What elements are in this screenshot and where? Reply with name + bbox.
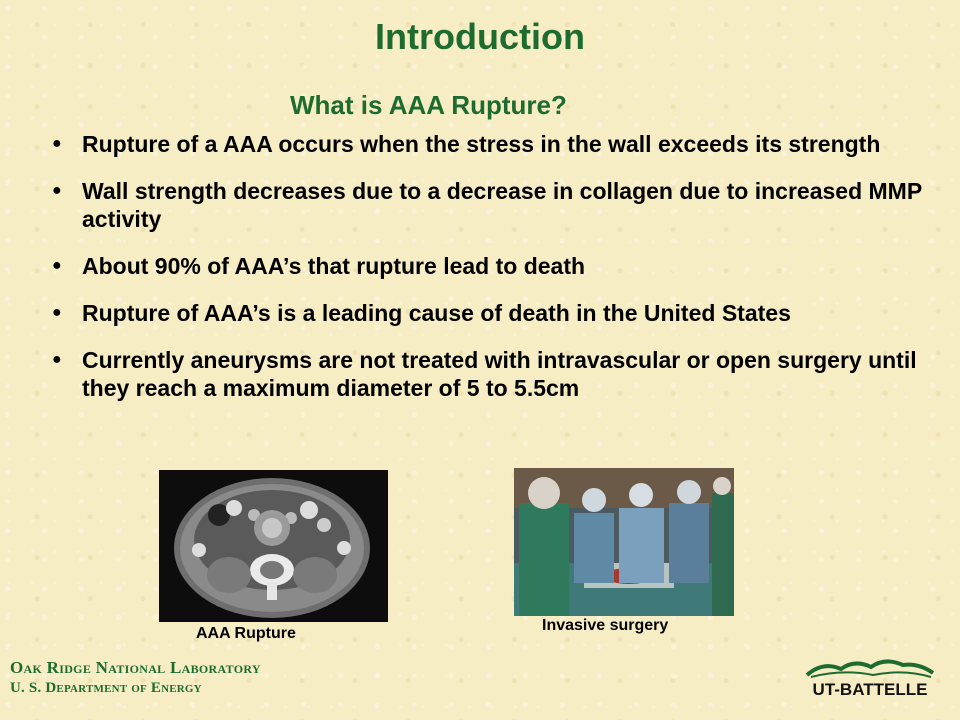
bullet-list <box>52 130 922 402</box>
bullet-item <box>52 177 922 233</box>
bullet-item <box>52 130 922 158</box>
bullet-dot-icon: ● <box>52 182 62 199</box>
bullet-dot-icon: ● <box>52 135 62 152</box>
bullet-dot-icon: ● <box>52 304 62 321</box>
bullet-text: About 90% of AAA’s that rupture lead to death <box>82 253 586 279</box>
bullet-text: Currently aneurysms are not treated with intravascular or open surgery until they reach a maximum diameter of 5 to 5.5cm <box>82 347 917 401</box>
bullet-item <box>52 346 922 402</box>
bullet-dot-icon: ● <box>52 257 62 274</box>
department-name: U. S. Department of Energy <box>10 680 202 696</box>
bullet-item <box>52 252 922 280</box>
ct-image-caption: AAA Rupture <box>196 625 296 642</box>
surgery-photo <box>514 468 734 616</box>
bullet-item <box>52 299 922 327</box>
slide-subtitle: What is AAA Rupture? <box>290 90 567 120</box>
lab-name: Oak Ridge National Laboratory <box>10 658 261 677</box>
bullet-dot-icon: ● <box>52 351 62 368</box>
logo-text: UT-BATTELLE <box>812 680 928 699</box>
ut-battelle-logo <box>803 655 938 703</box>
bullet-text: Rupture of AAA’s is a leading cause of death in the United States <box>82 300 791 326</box>
ornl-footer <box>10 658 261 698</box>
ct-scan-image <box>159 470 388 622</box>
surgery-image-caption: Invasive surgery <box>542 617 669 634</box>
bullet-text: Wall strength decreases due to a decrease in collagen due to increased MMP activity <box>82 178 922 232</box>
bullet-text: Rupture of a AAA occurs when the stress in the wall exceeds its strength <box>82 131 881 157</box>
slide-title: Introduction <box>375 16 585 57</box>
